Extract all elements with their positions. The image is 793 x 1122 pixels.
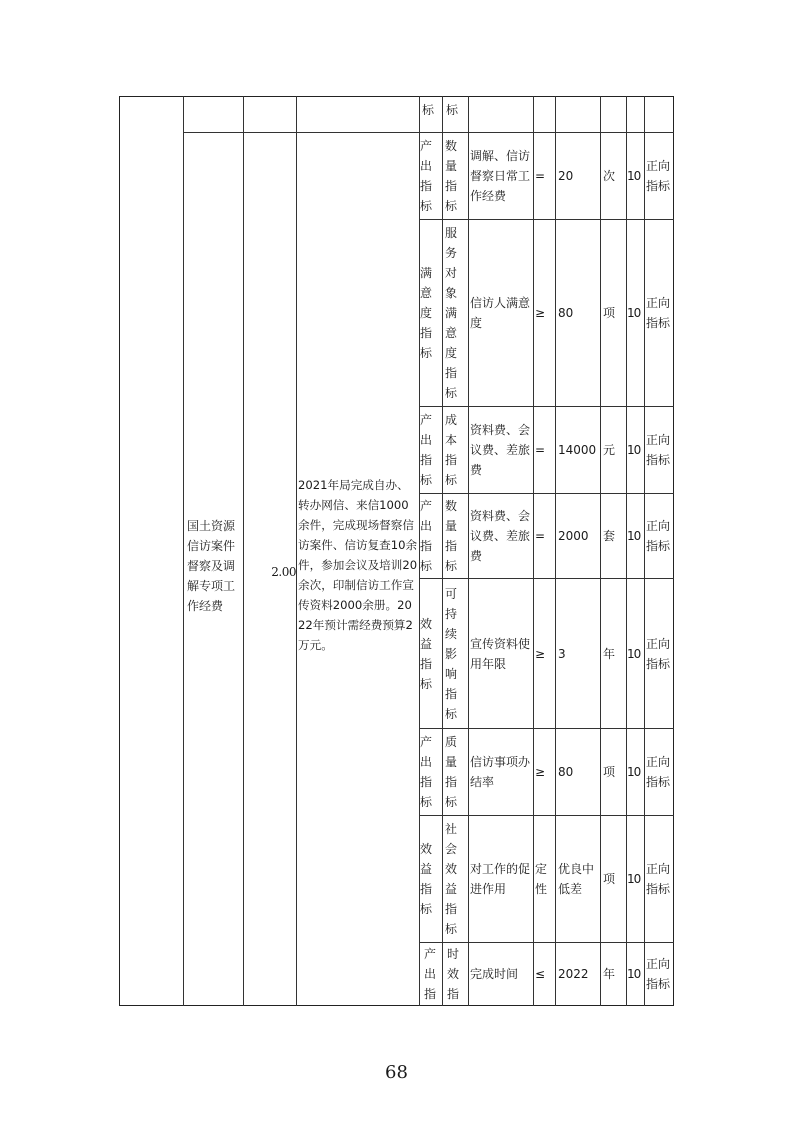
row-op: ≥: [535, 646, 546, 661]
row-indicator: 调解、信访督察日常工作经费: [470, 149, 531, 203]
row-level1: 产出指标: [420, 139, 433, 213]
row-op: 定性: [535, 862, 548, 896]
row-level1: 产出指标: [420, 413, 433, 487]
row-level2: 数量指标: [445, 139, 458, 213]
row-level1: 产出指标: [420, 735, 433, 809]
column-divider: [555, 96, 556, 1006]
column-divider: [296, 96, 297, 1006]
row-level2: 数量指标: [445, 499, 458, 573]
column-divider: [468, 96, 469, 1006]
row-direction: 正向指标: [646, 433, 671, 467]
row-direction: 正向指标: [646, 636, 671, 671]
row-op: ≥: [535, 765, 546, 779]
row-indicator: 信访人满意度: [470, 296, 531, 330]
row-level2: 可持续影响指标: [445, 586, 458, 721]
row-value: 2022: [558, 967, 589, 981]
top-level2-tail: 标: [446, 103, 459, 117]
row-level2: 社会效益指标: [445, 822, 458, 936]
row-direction: 正向指标: [646, 957, 671, 991]
row-indicator: 资料费、会议费、差旅费: [470, 509, 531, 563]
row-direction: 正向指标: [646, 519, 671, 553]
row-unit: 项: [603, 872, 616, 886]
column-divider: [442, 96, 443, 1006]
row-value: 80: [558, 306, 574, 320]
row-level1: 产出指: [424, 947, 437, 1001]
row-level2: 时效指: [447, 947, 460, 1001]
row-score: 10: [627, 646, 641, 661]
row-indicator: 资料费、会议费、差旅费: [470, 423, 531, 477]
row-direction: 正向指标: [646, 159, 671, 193]
row-op: =: [535, 529, 546, 543]
row-value: 3: [558, 646, 566, 661]
row-unit: 元: [603, 443, 616, 457]
row-direction: 正向指标: [646, 296, 671, 330]
row-direction: 正向指标: [646, 862, 671, 896]
row-unit: 套: [603, 529, 616, 543]
row-op: =: [535, 169, 546, 183]
row-level2: 服务对象满意度指标: [445, 226, 458, 400]
row-score: 10: [627, 872, 641, 886]
row-score: 10: [627, 443, 641, 457]
column-divider: [644, 96, 645, 1006]
row-level1: 效益指标: [420, 616, 433, 691]
top-level1-tail: 标: [422, 103, 435, 117]
row-score: 10: [627, 765, 641, 779]
column-divider: [600, 96, 601, 1006]
row-value: 14000: [558, 443, 597, 457]
column-divider: [243, 96, 244, 1006]
row-indicator: 宣传资料使用年限: [470, 636, 531, 671]
row-value: 20: [558, 169, 574, 183]
row-value: 2000: [558, 529, 589, 543]
page-number: 68: [385, 1062, 408, 1083]
row-score: 10: [627, 529, 641, 543]
row-level2: 质量指标: [445, 735, 458, 809]
project-description: 2021年局完成自办、转办网信、来信1000余件，完成现场督察信访案件、信访复查10余件，参加会议及培训20余次，印制信访工作宣传资料2000余册。2022年预计需经费预算2万元。: [298, 478, 418, 652]
row-indicator: 完成时间: [470, 967, 519, 981]
row-value: 80: [558, 765, 574, 779]
project-amount: 2.00: [271, 565, 296, 579]
row-level1: 产出指标: [420, 499, 433, 573]
project-name: 国土资源信访案件督察及调解专项工作经费: [187, 519, 236, 613]
row-unit: 项: [603, 306, 616, 320]
column-divider: [183, 96, 184, 1006]
row-unit: 次: [603, 169, 616, 183]
row-score: 10: [627, 306, 641, 320]
row-level2: 成本指标: [445, 413, 458, 487]
row-direction: 正向指标: [646, 755, 671, 789]
column-divider: [533, 96, 534, 1006]
row-op: ≤: [535, 967, 546, 981]
row-score: 10: [627, 169, 641, 183]
row-indicator: 对工作的促进作用: [470, 862, 531, 896]
row-value: 优良中低差: [558, 862, 595, 896]
row-unit: 年: [603, 646, 616, 661]
row-unit: 项: [603, 765, 616, 779]
row-level1: 效益指标: [420, 842, 433, 916]
row-indicator: 信访事项办结率: [470, 755, 531, 789]
row-level1: 满意度指标: [420, 266, 433, 360]
row-unit: 年: [603, 967, 616, 981]
row-op: ≥: [535, 306, 546, 320]
row-op: =: [535, 443, 546, 457]
row-score: 10: [627, 967, 641, 981]
